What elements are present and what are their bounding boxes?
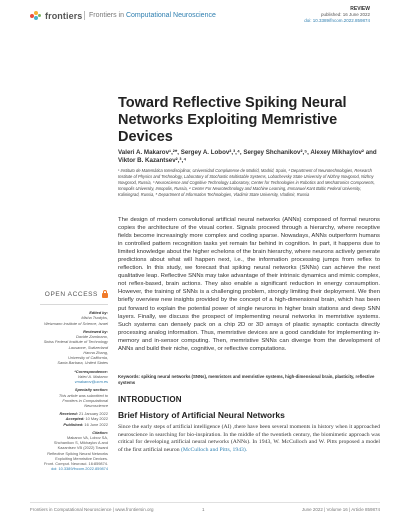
doi-link[interactable]: doi: 10.3389/fncom.2022.859874 bbox=[304, 18, 370, 23]
affiliation: ³ Neuroscience and Cognitive Technology Laboratory, Center for Technologies in Robotics and Mechatronics Components, Innopolis University, Innopolis, Russia, bbox=[118, 179, 375, 191]
affiliation: ⁵ Department of Information Technologies, Vladimir State University, Vladimir, Russia bbox=[155, 191, 310, 197]
received-date: Received: 21 January 2022 bbox=[59, 411, 108, 417]
reviewer-line: Santa Barbara, United States bbox=[57, 360, 108, 366]
sidebar-divider bbox=[40, 304, 108, 305]
section-heading: INTRODUCTION bbox=[118, 395, 182, 404]
subsection-heading: Brief History of Artificial Neural Networks bbox=[118, 410, 285, 420]
article-type-badge: REVIEW bbox=[350, 6, 370, 12]
open-access-label: OPEN ACCESS bbox=[44, 290, 98, 298]
citation-line: Makarov VA, Lobov SA, bbox=[66, 435, 108, 441]
affiliation: ¹ Instituto de Matemática Interdisciplinar, Universidad Complutense de Madrid, Madrid, Spain, bbox=[118, 168, 288, 173]
reviewer-line: Lausanne, Switzerland bbox=[68, 344, 108, 350]
citation-line: Exploiting Memristive Devices. bbox=[55, 455, 108, 461]
footer-journal[interactable]: Frontiers in Computational Neuroscience | www.frontiersin.org bbox=[30, 507, 154, 512]
intro-text: Since the early steps of artificial intelligence (AI) ,there have been several moments in history when it approached neuroscience in searching for bio-inspiration. In the middle of the twentieth century, the biomimetic approach was critical for developing artificial neural networks (ANNs). In 1943, W. McCulloch and W. Pitts proposed a model of the first artificial neuron bbox=[118, 424, 380, 453]
journal-title: Computational Neuroscience bbox=[125, 12, 216, 19]
citation-line: Front. Comput. Neurosci. 16:859874. bbox=[43, 461, 108, 467]
frontiers-logo-icon bbox=[30, 11, 42, 21]
journal-prefix: Frontiers in bbox=[89, 12, 125, 19]
article-dates bbox=[30, 411, 108, 427]
correspondence bbox=[30, 369, 108, 385]
citation-label: Citation: bbox=[92, 429, 108, 435]
specialty-line: Frontiers in Computational bbox=[62, 397, 108, 403]
open-lock-icon bbox=[102, 290, 108, 298]
header-divider bbox=[84, 11, 85, 20]
affiliation: ² Department of Neurotechnologies, Research Institute of Physics and Technology, Laboratory of Stochastic Multistable Systems, Lobachevsky State University of Nizhny Novgorod, Nizhny Novgorod, Russia, bbox=[118, 168, 374, 185]
accepted-date: Accepted: 10 May 2022 bbox=[65, 416, 108, 422]
reviewer-line: University of California, bbox=[67, 355, 108, 360]
citation-doi[interactable]: doi: 10.3389/fncom.2022.859874 bbox=[51, 466, 108, 472]
page-header bbox=[0, 0, 400, 30]
specialty-section bbox=[30, 387, 108, 408]
intro-paragraph bbox=[118, 424, 380, 454]
correspondence-name: Valeri A. Makarov bbox=[77, 373, 108, 379]
published-date-side: Published: 16 June 2022 bbox=[63, 421, 108, 427]
article-title: Toward Reflective Spiking Neural Networks Exploiting Memristive Devices bbox=[118, 95, 347, 145]
keywords-list: spiking neural networks (SNNs), memristors and memristive systems, high-dimensional brain, plasticity, reflective systems bbox=[118, 374, 375, 385]
affiliation: ⁴ Center For Neurotechnology and Machine Learning, Immanuel Kant Baltic Federal University, Kaliningrad, Russia, bbox=[118, 185, 362, 197]
author-list: Valeri A. Makarov¹,²*, Sergey A. Lobov²,³,⁴, Sergey Shchanikov²,⁵, Alexey Mikhaylov² and Viktor B. Kazantsev²,³,⁴ bbox=[118, 149, 377, 164]
citation-line: Reflective Spiking Neural Networks bbox=[47, 450, 108, 456]
keywords bbox=[118, 374, 380, 386]
abstract: The design of modern convolutional artificial neural networks (ANNs) composed of formal neurons copies the architecture of the visual cortex. Signals proceed through a hierarchy, where receptive fields become increasingly more complex and coding sparse. Nowadays, ANNs outperform humans in controlled pattern recognition tasks yet remain far behind in cognition. In part, it happens due to limited knowledge about the higher echelons of the brain hierarchy, where neurons actively generate predictions about what will happen next, i.e., the information processing jumps from reflex to reflection. In this study, we forecast that spiking neural networks (SNNs) can achieve the next qualitative leap. Reflective SNNs may take advantage of their intrinsic dynamics and mimic complex, not reflex-based, brain actions. They also enable a significant reduction in energy consumption. However, the training of SNNs is a challenging problem, strongly limiting their deployment. We then briefly overview new insights provided by the concept of a high-dimensional brain, which has been put forward to explain the potential power of single neurons in higher brain stations and deep SNN layers. Finally, we discuss the prospect of implementing neural networks in memristive systems. Such systems can densely pack on a chip 2D or 3D arrays of plastic synaptic contacts directly processing analog information. Thus, memristive devices are a good candidate for implementing in-memory and in-sensor computing. Then, memristive SNNs can diverge from the development of ANNs and build their niche, cognitive, or reflective computations. bbox=[118, 217, 380, 352]
edited-by bbox=[30, 310, 108, 326]
affiliations bbox=[118, 168, 380, 198]
frontiers-logo[interactable] bbox=[30, 11, 82, 21]
open-access-badge bbox=[30, 290, 108, 298]
intro-citation-link[interactable]: (McCulloch and Pitts, 1943). bbox=[181, 446, 248, 453]
specialty-label: Specialty section: bbox=[74, 387, 108, 393]
specialty-line: This article was submitted to bbox=[58, 392, 108, 398]
edited-by-label: Edited by: bbox=[89, 310, 108, 315]
logo-wordmark: frontiers bbox=[45, 11, 83, 21]
footer-divider bbox=[30, 502, 380, 503]
article-sidebar bbox=[30, 290, 108, 471]
citation-line: Kazantsev VB (2022) Toward bbox=[57, 445, 108, 451]
keywords-label: Keywords: bbox=[118, 374, 140, 379]
editor-line: Weizmann Institute of Science, Israel bbox=[44, 320, 108, 326]
reviewer-line: Swiss Federal Institute of Technology bbox=[43, 339, 108, 345]
published-date: published: 16 June 2022 bbox=[320, 12, 370, 17]
footer-issue: June 2022 | Volume 16 | Article 859874 bbox=[301, 507, 380, 512]
correspondence-label: *Correspondence: bbox=[74, 368, 108, 374]
editor-line: Misha Tsodyks, bbox=[81, 315, 108, 321]
reviewed-by bbox=[30, 329, 108, 366]
citation-block bbox=[30, 430, 108, 472]
journal-name[interactable] bbox=[89, 12, 216, 19]
reviewed-by-label: Reviewed by: bbox=[83, 328, 108, 334]
reviewer-line: Hanna Zhang, bbox=[83, 349, 108, 355]
specialty-line: Neuroscience bbox=[84, 403, 108, 408]
citation-line: Shchanikov S, Mikhaylov A and bbox=[53, 440, 108, 446]
page-number: 1 bbox=[202, 507, 205, 512]
correspondence-email[interactable]: vmakarov@ucm.es bbox=[74, 379, 108, 384]
reviewer-line: Davide Zambrano, bbox=[75, 334, 108, 339]
article-meta bbox=[304, 6, 370, 24]
